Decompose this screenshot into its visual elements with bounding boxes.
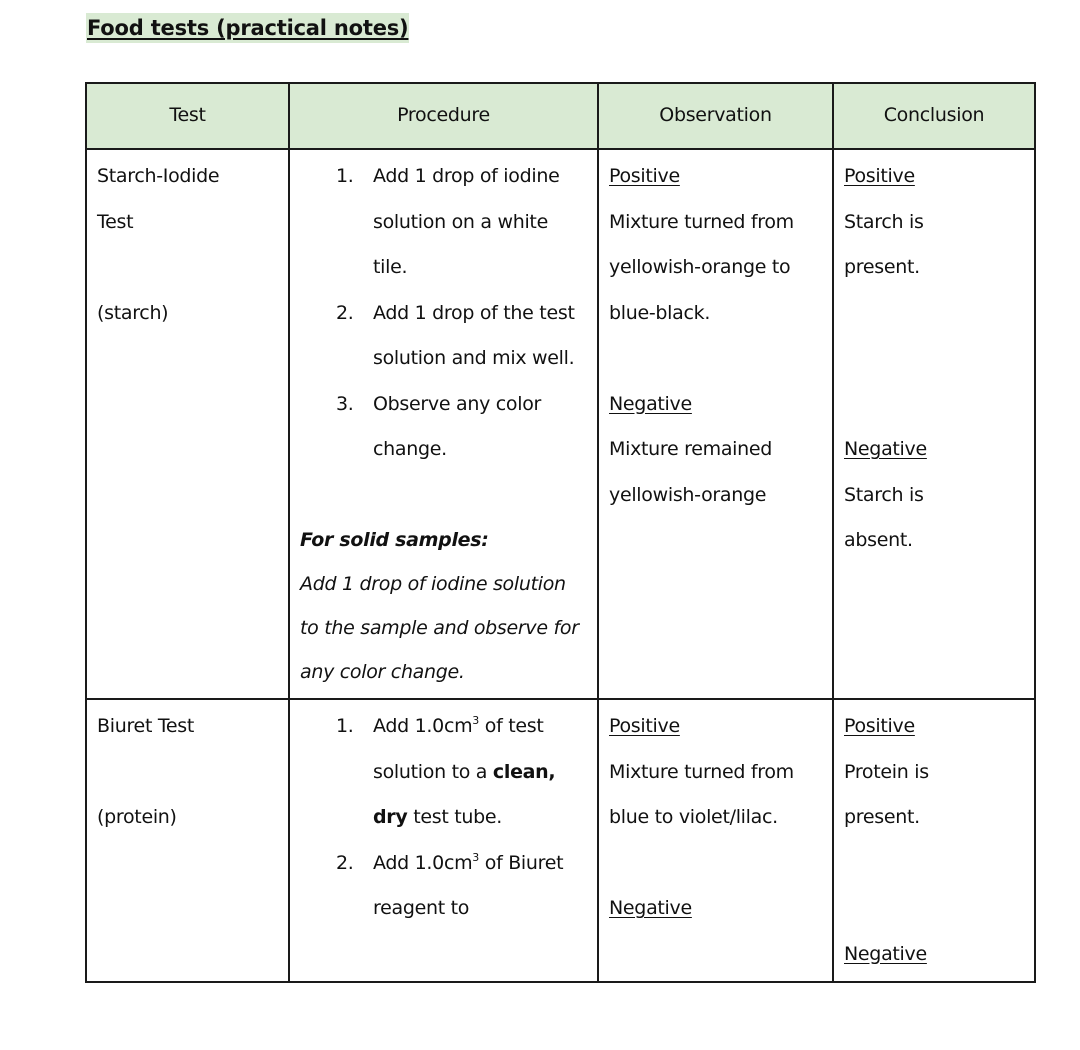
negative-block [609,382,822,519]
positive-label: Positive [609,165,680,187]
step-number: 2. [336,301,354,324]
document-title: Food tests (practical notes) [86,13,409,43]
header-test: Test [86,83,289,149]
step-text-bold: clean, dry [373,760,556,828]
positive-conclusion: Starch is present. [844,210,924,278]
negative-label: Negative [844,942,927,965]
negative-block [844,932,1024,978]
step-text-after: of Biuret reagent to [373,851,564,919]
positive-observation: Mixture turned from yellowish-orange to blue-black. [609,210,794,324]
test-target: (protein) [97,806,177,828]
step-number: 1. [336,715,354,737]
negative-block [609,886,822,932]
solid-samples-text: Add 1 drop of iodine solution to the sample and observe for any color change. [300,573,579,683]
positive-label: Positive [609,715,680,737]
superscript: 3 [472,850,479,864]
table-header-row [86,83,1035,149]
negative-observation: Mixture remained yellowish-orange [609,438,773,506]
step-text: Add 1 drop of the test solution and mix well. [373,301,575,369]
step-text-before: Add 1.0cm [373,851,473,874]
test-target: (starch) [97,301,169,324]
cell-test-name [86,149,289,699]
cell-procedure [289,149,598,699]
step-text-before: Add 1.0cm [373,715,473,737]
header-procedure: Procedure [289,83,598,149]
positive-label: Positive [844,715,915,737]
negative-block [844,427,1024,564]
positive-conclusion: Protein is present. [844,760,929,828]
procedure-step [336,704,587,841]
procedure-steps [300,154,587,473]
cell-procedure [289,699,598,982]
cell-observation [598,149,833,699]
negative-conclusion: Starch is absent. [844,483,924,551]
solid-samples-heading: For solid samples: [300,529,489,551]
table-row-starch [86,149,1035,699]
table-row-biuret [86,699,1035,982]
procedure-steps [300,704,587,932]
negative-label: Negative [609,897,692,919]
step-text: Observe any color change. [373,392,542,460]
procedure-step [336,382,587,473]
step-text-after: test tube. [407,806,503,828]
procedure-step [336,291,587,382]
test-name-line2: Test [97,210,134,233]
step-text-mid: of test solution to a [373,715,544,783]
cell-conclusion [833,699,1035,982]
cell-conclusion [833,149,1035,699]
negative-label: Negative [844,438,927,460]
header-observation: Observation [598,83,833,149]
cell-test-name [86,699,289,982]
procedure-step [336,841,587,932]
solid-samples-note [300,518,587,694]
test-name-line1: Starch-Iodide [97,165,220,187]
step-number: 1. [336,165,354,187]
header-conclusion: Conclusion [833,83,1035,149]
positive-label: Positive [844,165,915,187]
step-text: Add 1 drop of iodine solution on a white tile. [373,165,560,278]
step-number: 2. [336,851,354,874]
test-name-line1: Biuret Test [97,715,195,737]
superscript: 3 [472,714,479,727]
negative-label: Negative [609,392,692,415]
positive-observation: Mixture turned from blue to violet/lilac. [609,760,794,828]
procedure-step [336,154,587,291]
cell-observation [598,699,833,982]
food-tests-table [85,82,1036,983]
step-number: 3. [336,392,354,415]
